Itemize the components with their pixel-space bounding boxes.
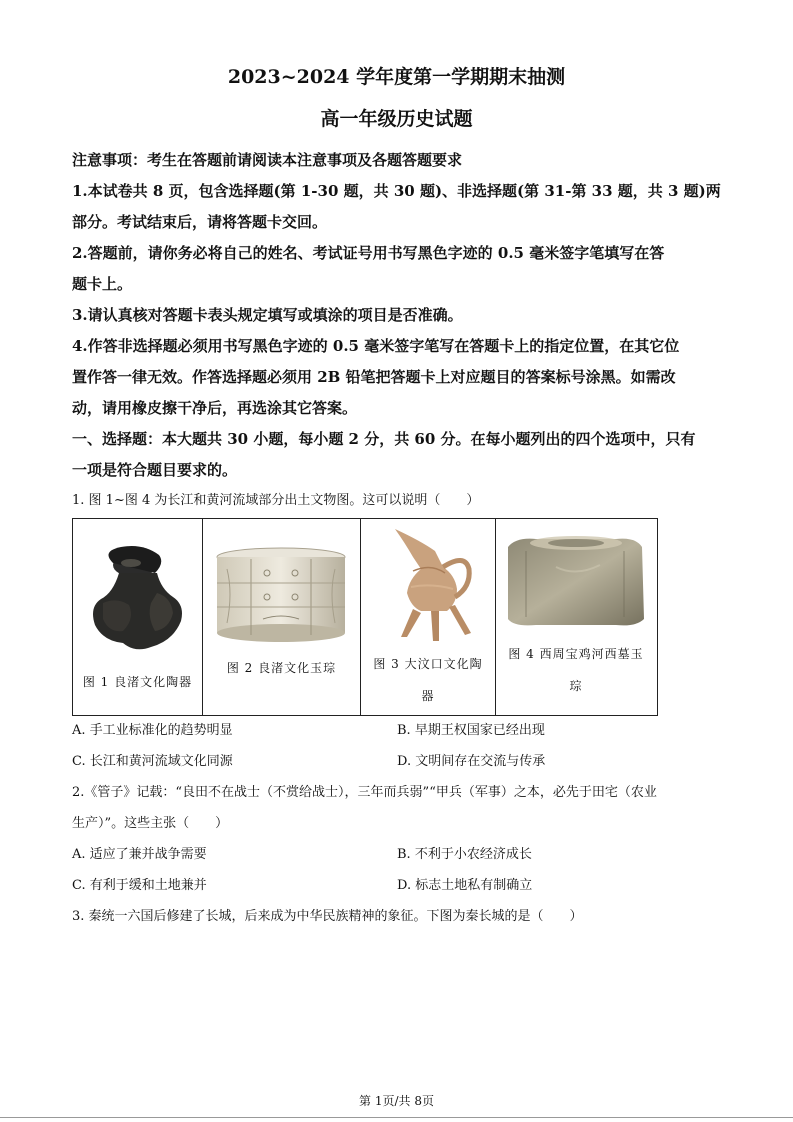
q1-option-c: C. 长江和黄河流域文化同源: [72, 754, 233, 769]
figure-2-caption: 图 2 良渚文化玉琮: [226, 661, 337, 675]
exam-subtitle: 高一年级历史试题: [320, 108, 473, 130]
question-3-stem: 3. 秦统一六国后修建了长城，后来成为中华民族精神的象征。下图为秦长城的是（ ）: [72, 909, 583, 924]
figure-4-caption-line1: 图 4 西周宝鸡河西墓玉: [508, 647, 644, 661]
exam-title: 2023~2024 学年度第一学期期末抽测: [227, 66, 566, 88]
q2-option-b: B. 不利于小农经济成长: [397, 847, 532, 862]
notice-line-4a: 4.作答非选择题必须用书写黑色字迹的 0.5 毫米签字笔写在答题卡上的指定位置，在其它位: [72, 337, 680, 355]
tripod-pitcher-image: [361, 523, 494, 643]
figure-3-caption-line2: 器: [421, 689, 435, 703]
q2-option-c: C. 有利于缓和土地兼并: [72, 878, 207, 893]
figure-3-cell: [361, 519, 496, 715]
figure-1-caption: 图 1 良渚文化陶器: [82, 675, 193, 689]
notice-line-1b: 部分。考试结束后，请将答题卡交回。: [72, 213, 328, 231]
notice-line-4b: 置作答一律无效。作答选择题必须用 2B 铅笔把答题卡上对应题目的答案标号涂黑。如需改: [72, 368, 676, 386]
jade-cong-block-image: [496, 527, 654, 637]
q2-option-d: D. 标志土地私有制确立: [397, 878, 533, 893]
page-bottom-rule: [0, 1117, 793, 1118]
q1-option-d: D. 文明间存在交流与传承: [397, 754, 546, 769]
page-number: 第 1页/共 8页: [359, 1094, 434, 1108]
figure-1-cell: [73, 519, 203, 715]
notice-line-1a: 1.本试卷共 8 页，包含选择题(第 1-30 题，共 30 题)、非选择题(第 31-第 33 题，共 3 题)两: [72, 182, 721, 200]
pottery-vessel-image: [73, 533, 201, 663]
question-1-stem: 1. 图 1~图 4 为长江和黄河流域部分出土文物图。这可以说明（ ）: [72, 493, 480, 508]
section-heading-b: 一项是符合题目要求的。: [72, 461, 238, 479]
q2-option-a: A. 适应了兼并战争需要: [72, 847, 207, 862]
figure-2-cell: [203, 519, 361, 715]
notice-line-2a: 2.答题前，请你务必将自己的姓名、考试证号用书写黑色字迹的 0.5 毫米签字笔填写在答: [72, 244, 665, 262]
notice-line-4c: 动，请用橡皮擦干净后，再选涂其它答案。: [72, 399, 358, 417]
figure-4-caption-line2: 琮: [569, 679, 583, 693]
question-2-stem-b: 生产）”。这些主张（ ）: [72, 816, 229, 831]
notice-heading: 注意事项：考生在答题前请阅读本注意事项及各题答题要求: [72, 151, 463, 169]
notice-line-3: 3.请认真核对答题卡表头规定填写或填涂的项目是否准确。: [72, 306, 463, 324]
notice-line-2b: 题卡上。: [72, 275, 133, 293]
question-2-stem-a: 2.《管子》记载：“良田不在战士（不赏给战士），三年而兵弱”“甲兵（军事）之本，必先于田宅（农业: [72, 785, 657, 800]
figure-4-cell: [496, 519, 656, 715]
figure-3-caption-line1: 图 3 大汶口文化陶: [373, 657, 483, 671]
q1-option-b: B. 早期王权国家已经出现: [397, 723, 545, 738]
jade-cong-image: [203, 543, 359, 653]
figure-table: [72, 518, 658, 716]
q1-option-a: A. 手工业标准化的趋势明显: [72, 723, 233, 738]
section-heading-a: 一、选择题：本大题共 30 小题，每小题 2 分，共 60 分。在每小题列出的四个选项中，只有: [72, 430, 696, 448]
